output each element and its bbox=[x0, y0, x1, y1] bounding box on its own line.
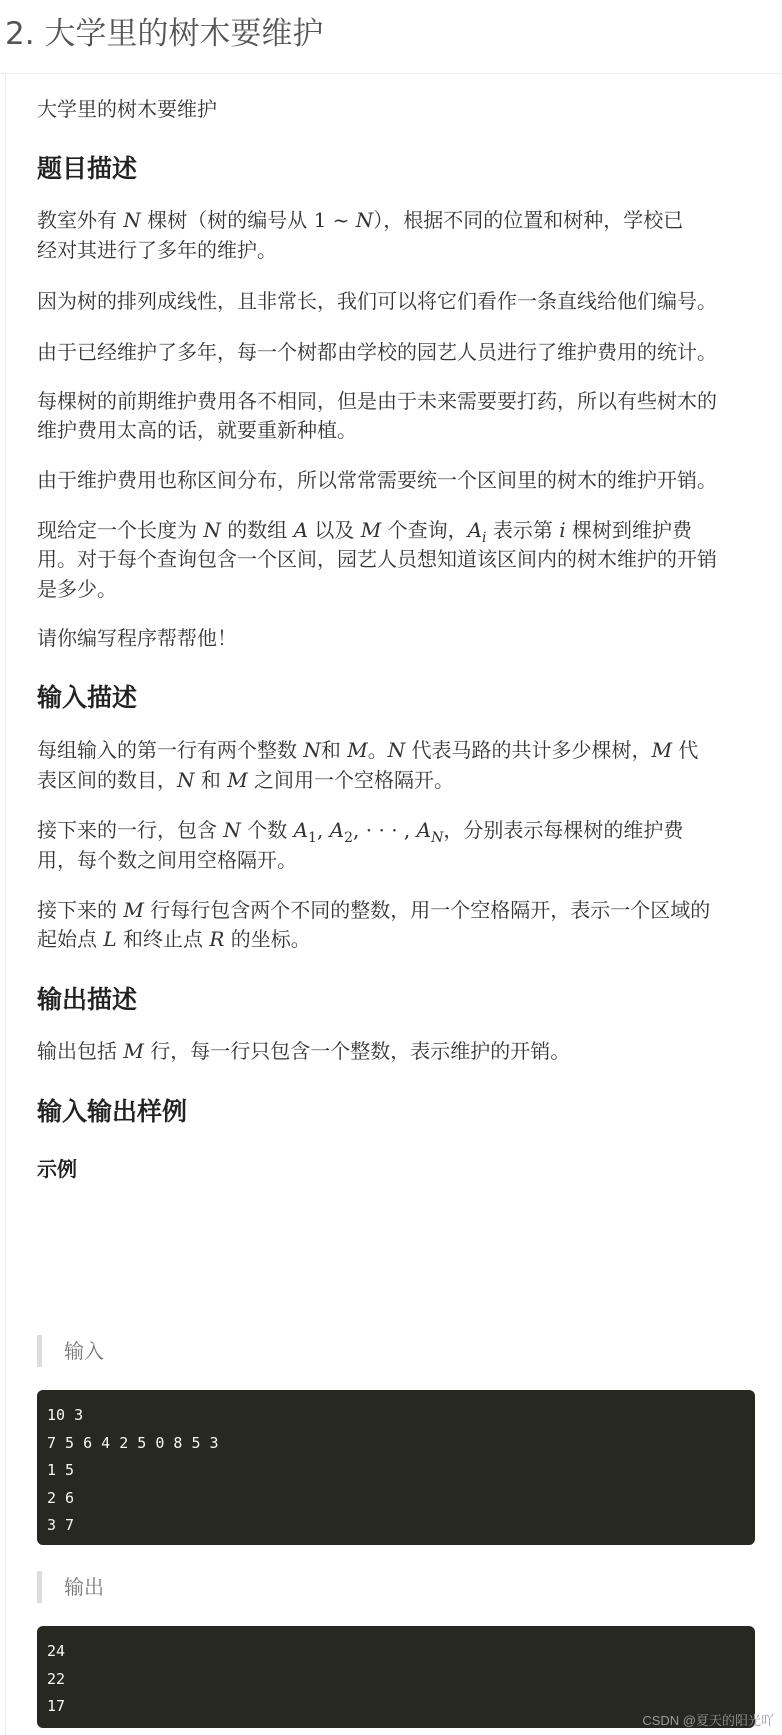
description-p6-line1: 现给定一个长度为 N 的数组 A 以及 M 个查询，$A_i$ 表示第 i 棵树到维护费 bbox=[37, 518, 693, 546]
code-line: 2 6 bbox=[47, 1488, 75, 1507]
description-p1-line1: 教室外有 N 棵树（树的编号从 1 ~ N），根据不同的位置和树种，学校已 bbox=[37, 208, 684, 232]
code-line: 17 bbox=[47, 1697, 66, 1715]
example-heading: 示例 bbox=[37, 1157, 77, 1181]
description-p1-line2: 经对其进行了多年的维护。 bbox=[37, 238, 277, 262]
description-p5: 由于维护费用也称区间分布，所以常常需要统一个区间里的树木的维护开销。 bbox=[37, 468, 717, 492]
output-heading: 输出描述 bbox=[37, 985, 138, 1014]
output-p1: 输出包括 M 行，每一行只包含一个整数，表示维护的开销。 bbox=[37, 1039, 571, 1063]
code-line: 7 5 6 4 2 5 0 8 5 3 bbox=[47, 1433, 219, 1452]
problem-panel bbox=[5, 74, 782, 1735]
code-line: 3 7 bbox=[47, 1516, 75, 1534]
code-line: 22 bbox=[47, 1669, 66, 1688]
description-p6-line3: 是多少。 bbox=[37, 577, 117, 601]
code-line: 1 5 bbox=[47, 1461, 75, 1479]
input-p2-line1: 接下来的一行，包含 N 个数 $A_1$, $A_2$, · · · , $A_N$，分别表示每棵树的维护费 bbox=[37, 818, 684, 846]
code-line: 10 3 bbox=[47, 1406, 84, 1424]
intro-text: 大学里的树木要维护 bbox=[37, 97, 217, 121]
output-label: 输出 bbox=[64, 1575, 104, 1599]
description-p4-line1: 每棵树的前期维护费用各不相同，但是由于未来需要要打药，所以有些树木的 bbox=[37, 389, 717, 413]
input-p1-line2: 表区间的数目，N 和 M 之间用一个空格隔开。 bbox=[37, 768, 455, 792]
description-p2: 因为树的排列成线性，且非常长，我们可以将它们看作一条直线给他们编号。 bbox=[37, 289, 717, 313]
samples-heading: 输入输出样例 bbox=[37, 1097, 188, 1126]
description-p7: 请你编写程序帮帮他！ bbox=[37, 626, 237, 650]
input-label: 输入 bbox=[64, 1339, 104, 1363]
csdn-watermark: CSDN @夏天的阳光吖 bbox=[642, 1713, 774, 1728]
input-p3-line1: 接下来的 M 行每行包含两个不同的整数，用一个空格隔开，表示一个区域的 bbox=[37, 898, 711, 922]
input-heading: 输入描述 bbox=[37, 683, 138, 712]
output-label-quote bbox=[37, 1571, 697, 1603]
description-p3: 由于已经维护了多年，每一个树都由学校的园艺人员进行了维护费用的统计。 bbox=[37, 340, 717, 364]
input-p2-line2: 用，每个数之间用空格隔开。 bbox=[37, 848, 297, 872]
page-title: 2. 大学里的树木要维护 bbox=[5, 16, 324, 52]
code-line: 24 bbox=[47, 1642, 66, 1660]
sample-input-code bbox=[37, 1390, 755, 1545]
description-p4-line2: 维护费用太高的话，就要重新种植。 bbox=[37, 418, 357, 442]
input-p3-line2: 起始点 L 和终止点 R 的坐标。 bbox=[37, 927, 311, 951]
description-p6-line2: 用。对于每个查询包含一个区间，园艺人员想知道该区间内的树木维护的开销 bbox=[37, 547, 717, 571]
input-p1-line1: 每组输入的第一行有两个整数 N和 M。N 代表马路的共计多少棵树，M 代 bbox=[37, 738, 699, 762]
description-heading: 题目描述 bbox=[37, 154, 138, 183]
input-label-quote bbox=[37, 1335, 697, 1367]
